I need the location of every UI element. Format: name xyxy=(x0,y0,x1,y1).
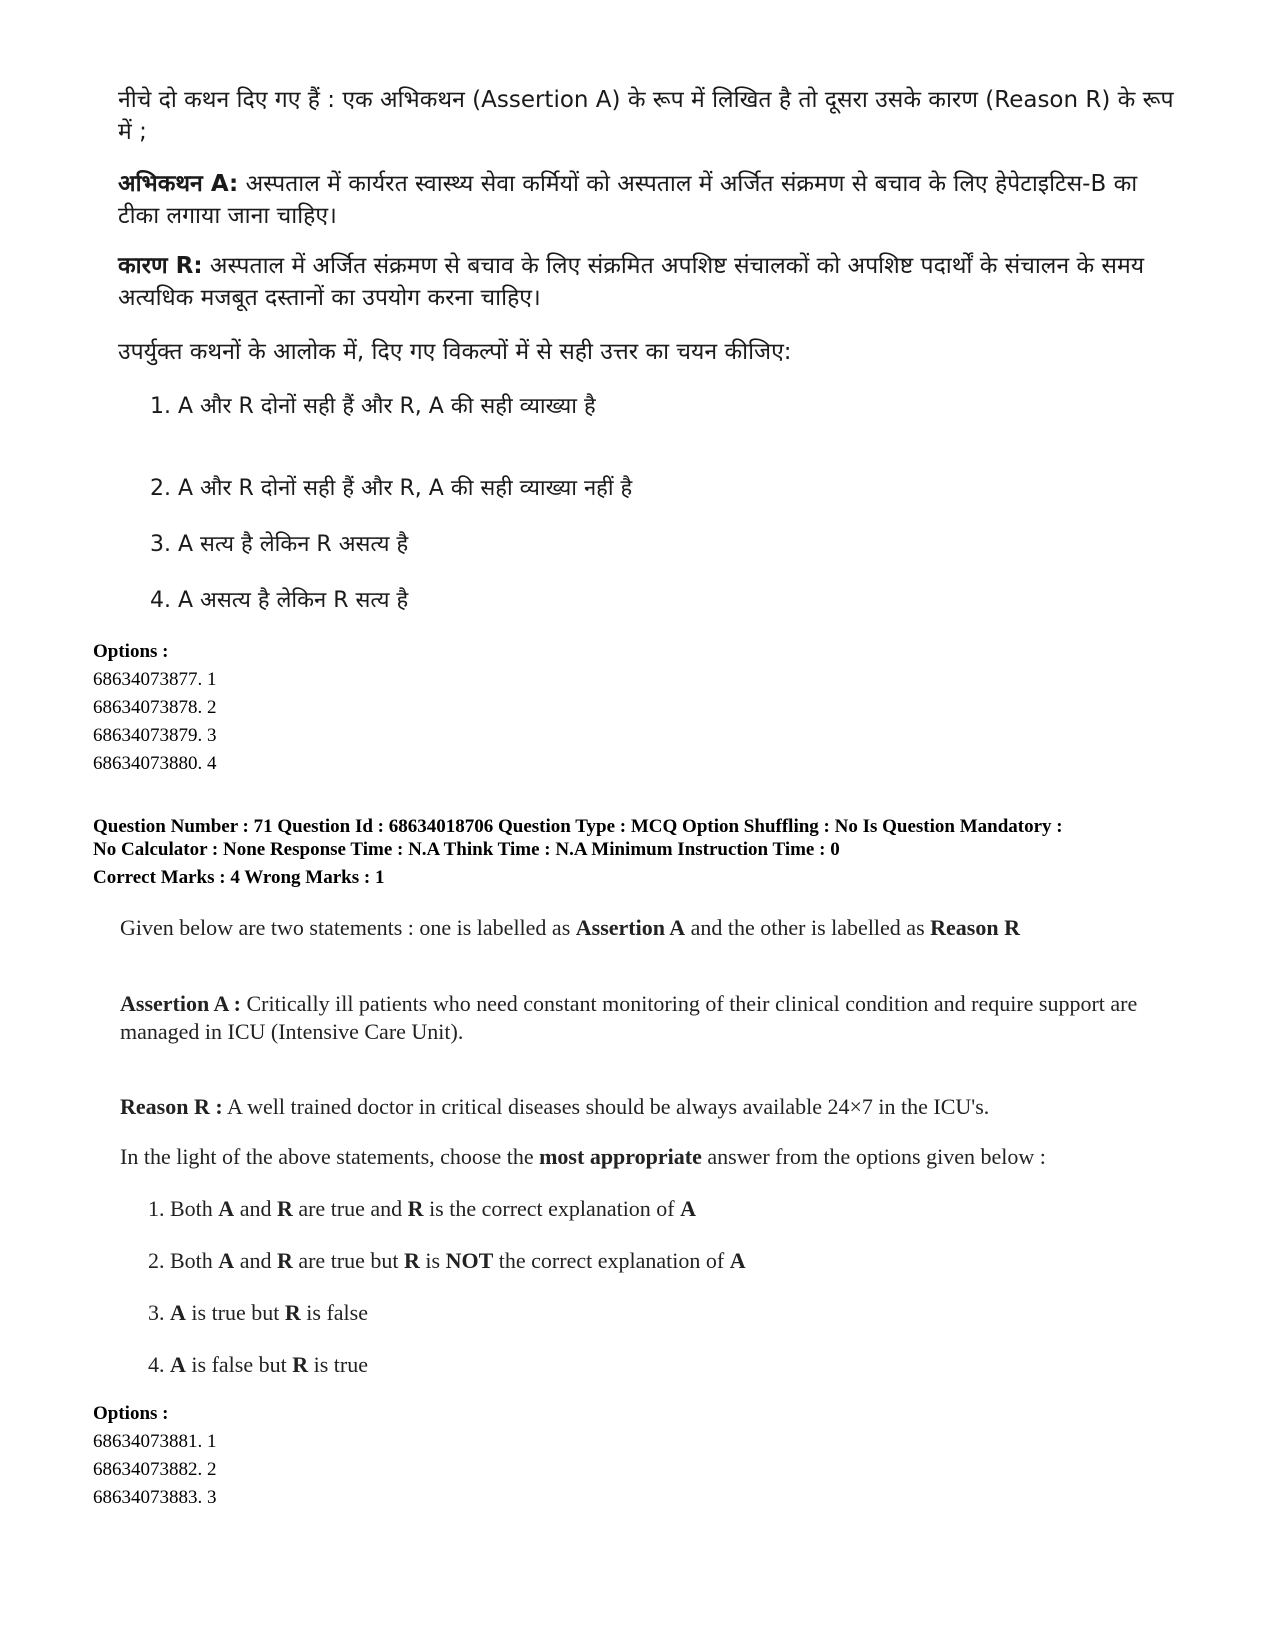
assertion-text: Critically ill patients who need constant monitoring of their clinical condition and require support are managed in ICU (Intensive Care Unit). xyxy=(120,991,1138,1044)
instruction-bold: most appropriate xyxy=(539,1144,702,1169)
instruction-text: answer from the options given below : xyxy=(701,1144,1046,1169)
hindi-reason xyxy=(118,250,1178,314)
intro-bold-assertion: Assertion A xyxy=(575,915,686,940)
option-id: 68634073883. 3 xyxy=(93,1487,217,1508)
intro-text: and the other is labelled as xyxy=(685,915,931,940)
options-label: Options : xyxy=(93,641,169,662)
english-assertion xyxy=(120,990,1160,1046)
question-marks: Correct Marks : 4 Wrong Marks : 1 xyxy=(93,867,385,888)
english-reason xyxy=(120,1093,1160,1121)
instruction-text: In the light of the above statements, choose the xyxy=(120,1144,540,1169)
assertion-label: Assertion A : xyxy=(120,991,241,1016)
option-id: 68634073880. 4 xyxy=(93,753,217,774)
hindi-reason-text: अस्पताल में अर्जित संक्रमण से बचाव के लिए संक्रमित अपशिष्ट संचालकों को अपशिष्ट पदार्थों के संचालन के समय अत्यधिक मजबूत दस्तानों का उपयोग करना चाहिए। xyxy=(118,253,1145,311)
english-choice-4: 4. A is false but R is true xyxy=(148,1352,368,1377)
option-id: 68634073877. 1 xyxy=(93,669,217,690)
english-choice-1: 1. Both A and R are true and R is the correct explanation of A xyxy=(148,1196,697,1221)
option-id: 68634073879. 3 xyxy=(93,725,217,746)
reason-text: A well trained doctor in critical diseases should be always available 24×7 in the ICU's. xyxy=(222,1094,990,1119)
question-meta-line-2: No Calculator : None Response Time : N.A Think Time : N.A Minimum Instruction Time : 0 xyxy=(93,839,840,860)
option-id: 68634073878. 2 xyxy=(93,697,217,718)
hindi-choice-1: 1. A और R दोनों सही हैं और R, A की सही व्याख्या है xyxy=(150,394,596,419)
english-intro xyxy=(120,914,1160,942)
hindi-choice-4: 4. A असत्य है लेकिन R सत्य है xyxy=(150,588,409,613)
hindi-reason-label: कारण R: xyxy=(118,253,203,279)
english-choice-3: 3. A is true but R is false xyxy=(148,1300,368,1325)
option-id: 68634073881. 1 xyxy=(93,1431,217,1452)
intro-text: Given below are two statements : one is labelled as xyxy=(120,915,576,940)
english-choice-2: 2. Both A and R are true but R is NOT the correct explanation of A xyxy=(148,1248,746,1273)
reason-label: Reason R : xyxy=(120,1094,223,1119)
hindi-intro: नीचे दो कथन दिए गए हैं : एक अभिकथन (Assertion A) के रूप में लिखित है तो दूसरा उसके कारण (Reason R) के रूप में ; xyxy=(118,87,1174,145)
question-meta-line-1: Question Number : 71 Question Id : 68634018706 Question Type : MCQ Option Shuffling : No Is Question Mandatory : xyxy=(93,816,1063,837)
hindi-choice-2: 2. A और R दोनों सही हैं और R, A की सही व्याख्या नहीं है xyxy=(150,476,633,501)
hindi-assertion-text: अस्पताल में कार्यरत स्वास्थ्य सेवा कर्मियों को अस्पताल में अर्जित संक्रमण से बचाव के लिए हेपेटाइटिस-B का टीका लगाया जाना चाहिए। xyxy=(118,171,1138,229)
options-label: Options : xyxy=(93,1403,169,1424)
hindi-choice-3: 3. A सत्य है लेकिन R असत्य है xyxy=(150,532,409,557)
option-id: 68634073882. 2 xyxy=(93,1459,217,1480)
intro-bold-reason: Reason R xyxy=(930,915,1020,940)
hindi-assertion xyxy=(118,168,1178,232)
english-instruction xyxy=(120,1143,1160,1171)
hindi-instruction: उपर्युक्त कथनों के आलोक में, दिए गए विकल्पों में से सही उत्तर का चयन कीजिए: xyxy=(118,339,792,365)
hindi-assertion-label: अभिकथन A: xyxy=(118,171,239,197)
